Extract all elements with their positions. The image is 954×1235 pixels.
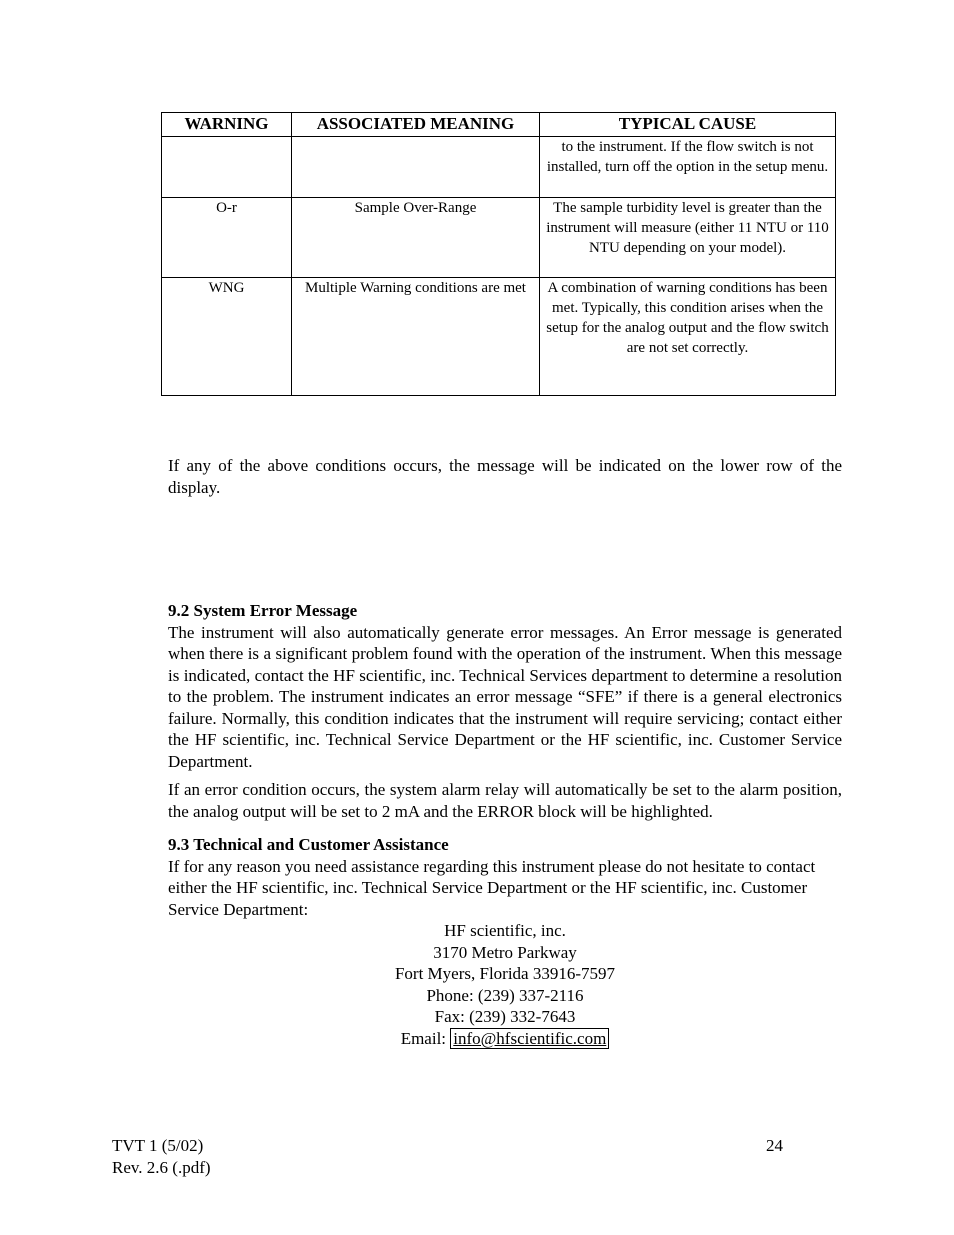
table-header-row	[162, 113, 836, 137]
section-9-2	[168, 600, 842, 822]
contact-phone: Phone: (239) 337-2116	[426, 985, 584, 1005]
contact-company: HF scientific, inc.	[444, 921, 566, 940]
section-heading: 9.3 Technical and Customer Assistance	[168, 835, 449, 854]
contact-fax: Fax: (239) 332-7643	[434, 1007, 576, 1026]
footer-left	[112, 1135, 211, 1178]
contact-email-line	[168, 1028, 842, 1050]
cell-warning: O-r	[162, 198, 292, 278]
table-row	[162, 198, 836, 278]
cell-cause: The sample turbidity level is greater than the instrument will measure (either 11 NTU or 110 NTU depending on your model).	[540, 198, 836, 278]
header-typical-cause: TYPICAL CAUSE	[540, 113, 836, 137]
email-link[interactable]: info@hfscientific.com	[450, 1028, 609, 1049]
cell-cause: A combination of warning conditions has been met. Typically, this condition arises when the setup for the analog output and the flow switch are not set correctly.	[540, 278, 836, 396]
section-9-3	[168, 834, 828, 920]
table-row	[162, 137, 836, 198]
email-label: Email:	[400, 1028, 451, 1048]
section-paragraph: If for any reason you need assistance regarding this instrument please do not hesitate to contact either the HF scientific, inc. Technical Service Department or the HF scientific, inc. Customer Service Department:	[168, 856, 816, 919]
cell-cause: to the instrument. If the flow switch is not installed, turn off the option in the setup menu.	[540, 137, 836, 198]
contact-street: 3170 Metro Parkway	[433, 942, 577, 962]
cell-meaning	[292, 137, 540, 198]
warning-table	[161, 112, 836, 396]
cell-meaning: Sample Over-Range	[292, 198, 540, 278]
cell-meaning: Multiple Warning conditions are met	[292, 278, 540, 396]
header-warning: WARNING	[162, 113, 292, 137]
section-paragraph: The instrument will also automatically generate error messages. An Error message is generated when there is a significant problem found with the operation of the instrument. When this message is indicated, contact the HF scientific, inc. Technical Services department to determine a resolution to the problem. The instrument indicates an error message “SFE” if there is a general electronics failure. Normally, this condition indicates that the instrument will require servicing; contact either the HF scientific, inc. Technical Service Department or the HF scientific, inc. Customer Service Department.	[168, 622, 842, 771]
intro-paragraph: If any of the above conditions occurs, the message will be indicated on the lower row of the display.	[168, 456, 842, 497]
section-paragraph: If an error condition occurs, the system alarm relay will automatically be set to the alarm position, the analog output will be set to 2 mA and the ERROR block will be highlighted.	[168, 780, 842, 821]
table-row	[162, 278, 836, 396]
contact-block	[168, 920, 842, 1049]
cell-warning	[162, 137, 292, 198]
header-associated-meaning: ASSOCIATED MEANING	[292, 113, 540, 137]
section-heading: 9.2 System Error Message	[168, 601, 358, 620]
cell-warning: WNG	[162, 278, 292, 396]
page-number: 24	[766, 1136, 783, 1155]
contact-city: Fort Myers, Florida 33916-7597	[394, 964, 616, 983]
footer-doc-id: TVT 1 (5/02)	[112, 1136, 204, 1155]
footer-revision: Rev. 2.6 (.pdf)	[112, 1157, 211, 1177]
